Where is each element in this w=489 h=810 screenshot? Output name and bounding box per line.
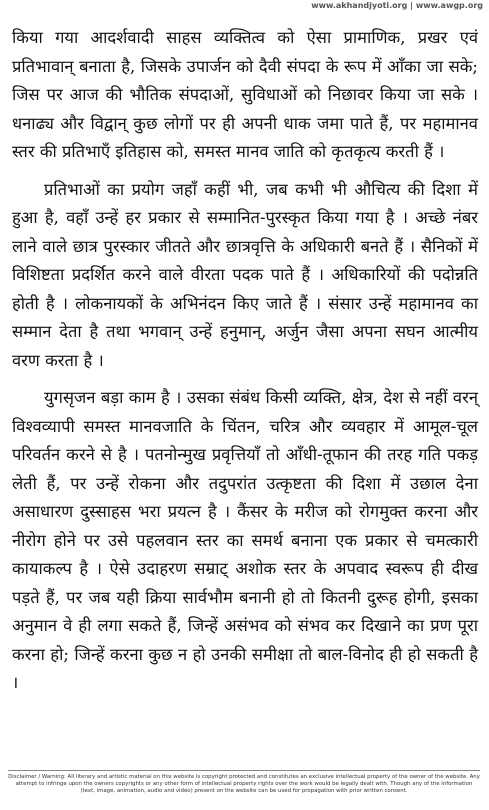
paragraph-1: किया गया आदर्शवादी साहस व्यक्तित्व को ऐसा प्रामाणिक, प्रखर एवं प्रतिभावान् बनाता है, जिसके उपार्जन को दैवी संपदा के रूप में आँका जा सके; जिस पर आज की भौतिक संपदाओं, सुविधाओं को निछावर किया जा सके । धनाढ्य और विद्वान् कुछ लोगों पर ही अपनी धाक जमा पाते हैं, पर महामानव स्तर की प्रतिभाएँ इतिहास को, समस्त मानव जाति को कृतकृत्य करती हैं । [12, 28, 478, 161]
paragraph-3: युगसृजन बड़ा काम है । उसका संबंध किसी व्यक्ति, क्षेत्र, देश से नहीं वरन् विश्वव्यापी समस्त मानवजाति के चिंतन, चरित्र और व्यवहार में आमूल-चूल परिवर्तन करने से है । पतनोन्मुख प्रवृत्तियाँ तो आँधी-तूफान की तरह गति पकड़ लेती हैं, पर उन्हें रोकना और तदुपरांत उत्कृष्टता की दिशा में उछाल देना असाधारण दुस्साहस भरा प्रयत्न है । कैंसर के मरीज को रोगमुक्त करना और नीरोग होने पर उसे पहलवान स्तर का समर्थ बनाना एक प्रकार से चमत्कारी कायाकल्प है । ऐसे उदाहरण सम्राट् अशोक स्तर के अपवाद स्वरूप ही दीख पड़ते हैं, पर जब यही क्रिया सार्वभौम बनानी हो तो कितनी दुरूह होगी, इसका अनुमान वे ही लगा सकते हैं, जिन्हें असंभव को संभव कर दिखाने का प्रण पूरा करना हो; जिन्हें करना कुछ न हो उनकी समीक्षा तो बाल-विनोद ही हो सकती है । [12, 388, 478, 692]
disclaimer-text: Disclaimer / Warning: All literary and artistic material on this website is copyright protected and constitutes an exclusive intellectual property of the owner of the website. Any attempt to infringe upon the owners copyrights or any other form of intellectual property rights over the work would be legally dealt with. Though any of the information (text, image, animation, audio and video) present on the website can be used for propagation with prior written consent. [8, 774, 480, 794]
article-body [12, 24, 478, 698]
footer-divider [8, 770, 480, 771]
header-url-text[interactable]: www.akhandjyoti.org | www.awgp.org [311, 1, 483, 10]
paragraph-2: प्रतिभाओं का प्रयोग जहाँ कहीं भी, जब कभी भी औचित्य की दिशा में हुआ है, वहाँ उन्हें हर प्रकार से सम्मानित-पुरस्कृत किया गया है । अच्छे नंबर लाने वाले छात्र पुरस्कार जीतते और छात्रवृत्ति के अधिकारी बनते हैं । सैनिकों में विशिष्टता प्रदर्शित करने वाले वीरता पदक पाते हैं । अधिकारियों की पदोन्नति होती है । लोकनायकों के अभिनंदन किए जाते हैं । संसार उन्हें महामानव का सम्मान देता है तथा भगवान् उन्हें हनुमान्, अर्जुन जैसा अपना सघन आत्मीय वरण करता है । [12, 179, 478, 370]
